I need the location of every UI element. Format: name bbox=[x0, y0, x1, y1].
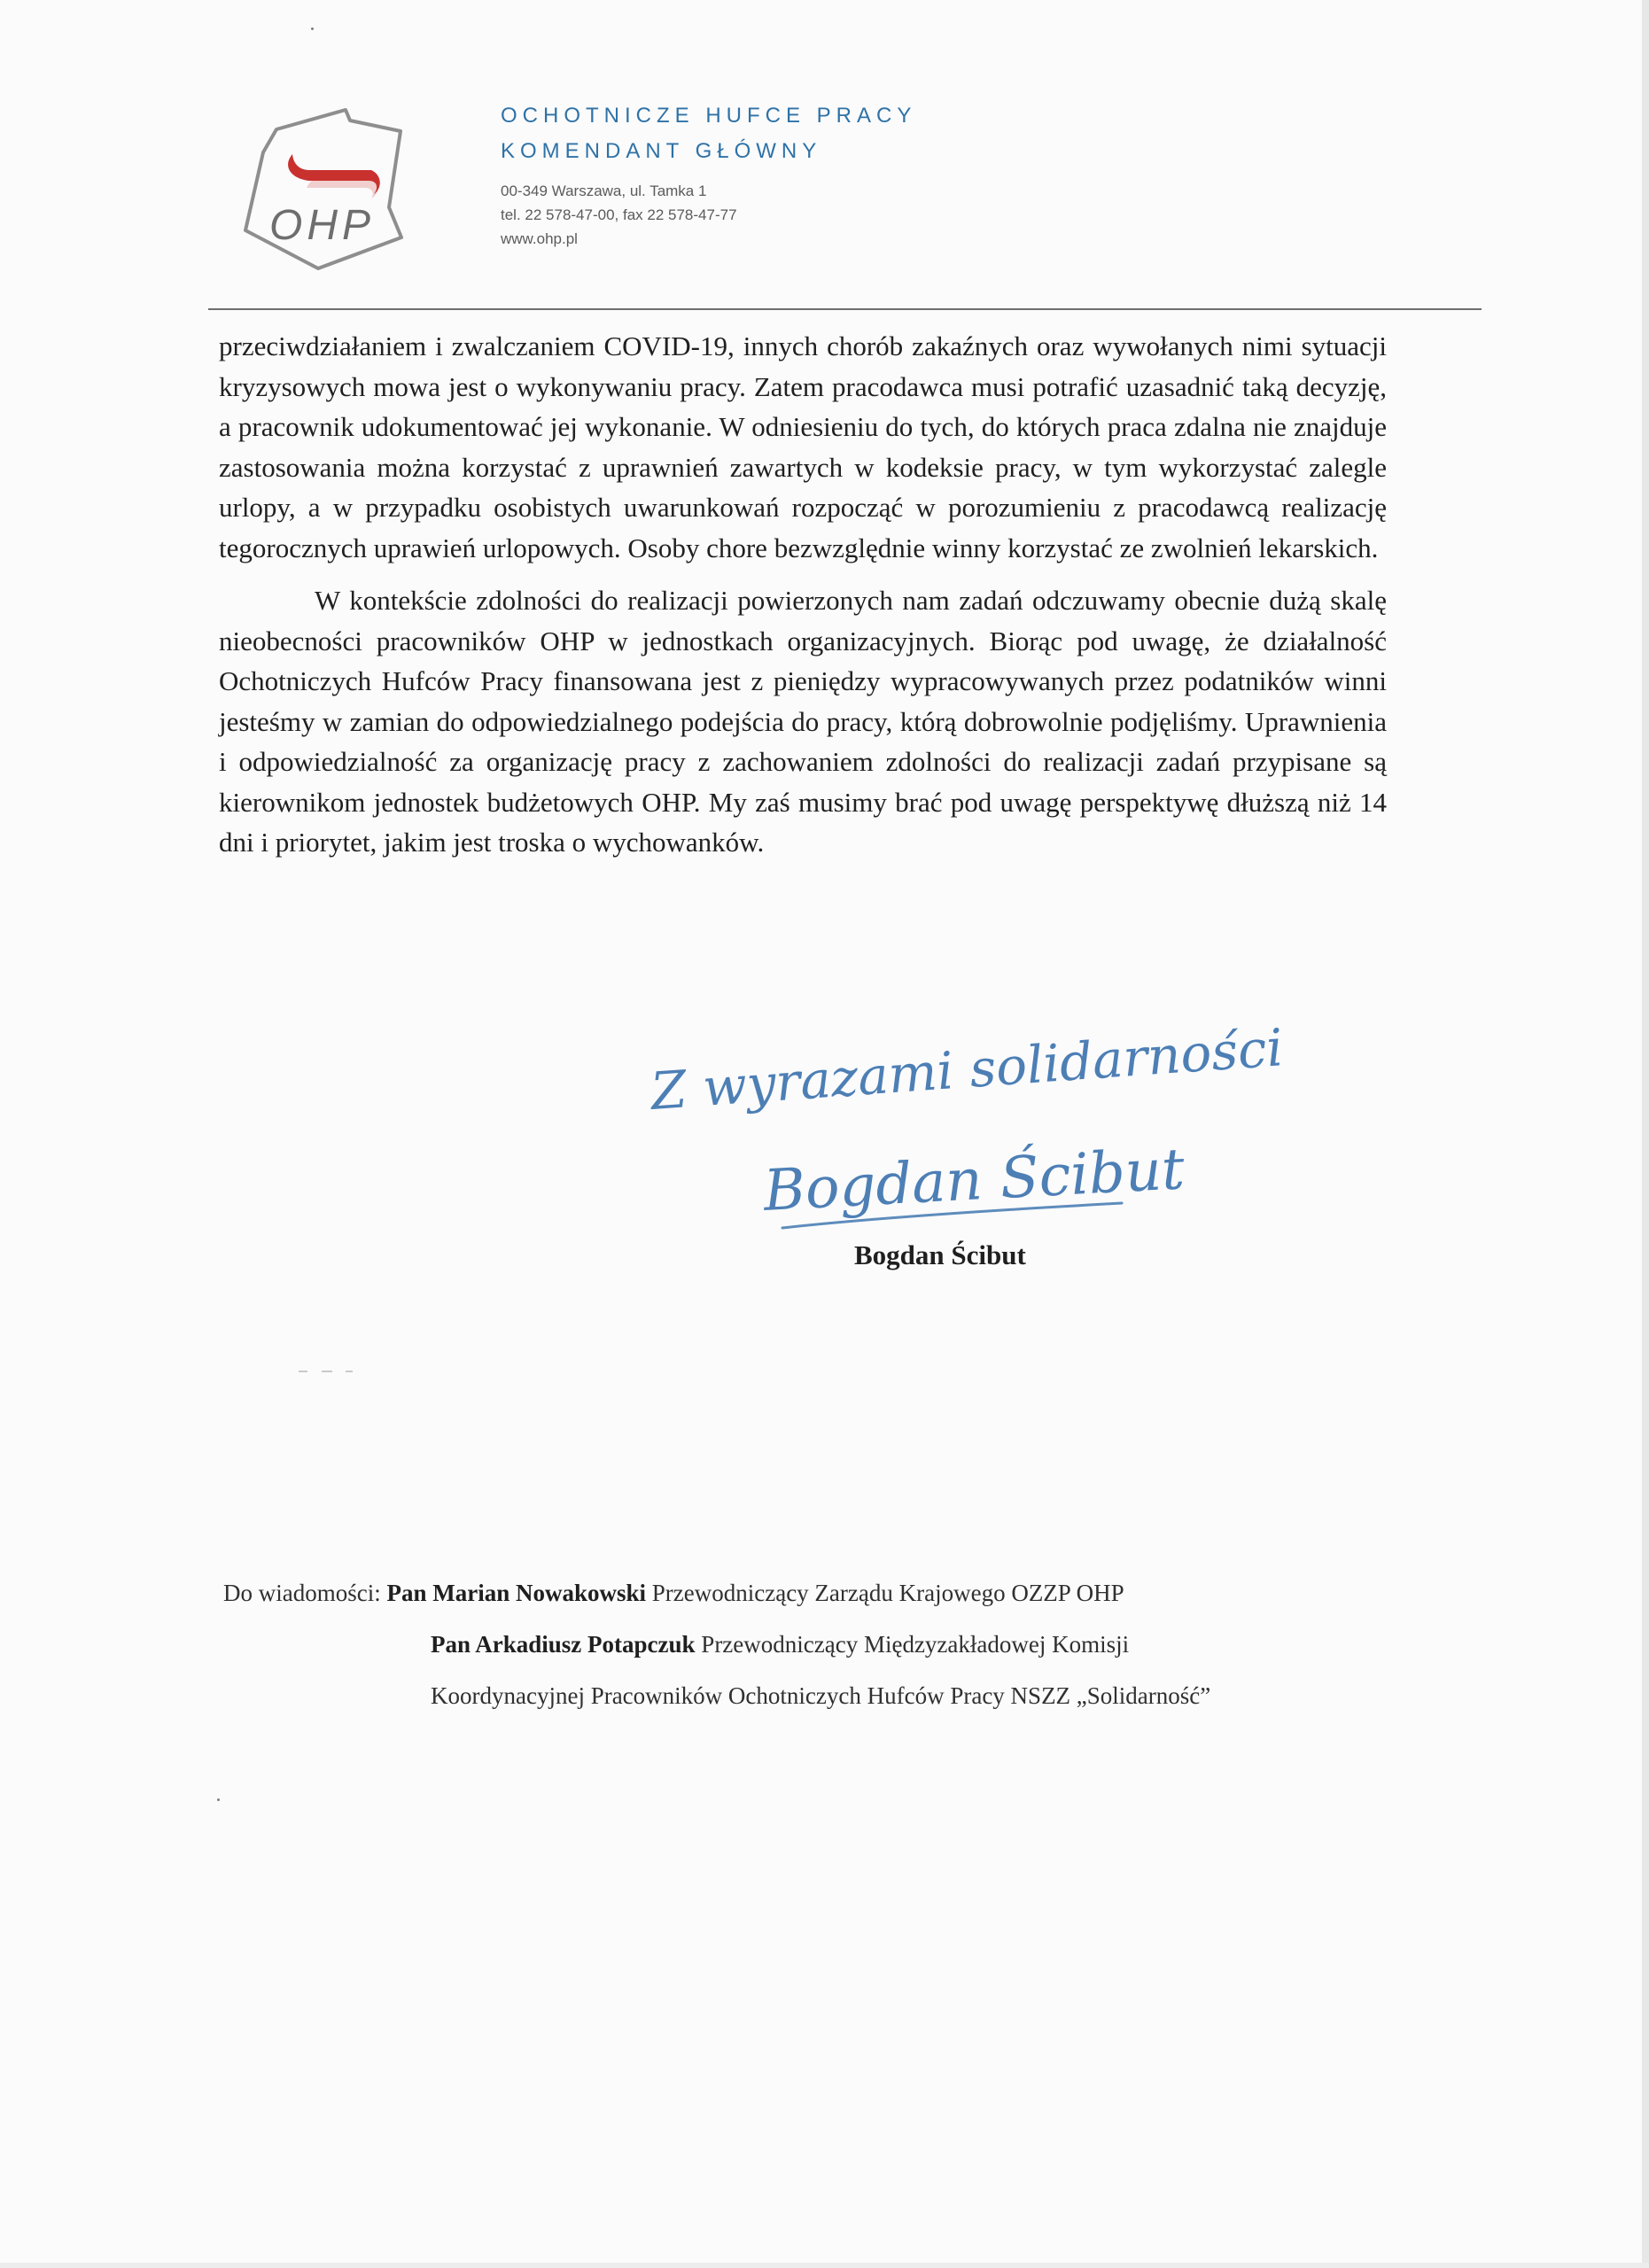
handwritten-signature bbox=[636, 1017, 1336, 1249]
recipient-1-name: Pan Marian Nowakowski bbox=[386, 1580, 647, 1606]
organization-contact: tel. 22 578-47-00, fax 22 578-47-77 bbox=[501, 206, 737, 223]
scan-edge-bottom bbox=[0, 2263, 1649, 2268]
paragraph-1: przeciwdziałaniem i zwalczaniem COVID-19, innych chorób zakaźnych oraz wywołanych nimi sytuacji kryzysowych mowa jest o wykonywaniu pracy. Zatem pracodawca musi potrafić uzasadnić taką decyzję, a pracownik udokumentować jej wykonanie. W odniesieniu do tych, do których praca zdalna nie znajduje zastosowania można korzystać z uprawnień zawartych w kodeksie pracy, w tym wykorzystać zalegle urlopy, a w przypadku osobistych uwarunkowań rozpocząć w porozumieniu z pracodawcą realizację tegorocznych uprawień urlopowych. Osoby chore bezwzględnie winny korzystać ze zwolnień lekarskich. bbox=[219, 330, 1387, 563]
ohp-logo-accent-shadow bbox=[307, 179, 378, 198]
distribution-label: Do wiadomości: bbox=[223, 1580, 381, 1606]
recipient-1-role: Przewodniczący Zarządu Krajowego OZZP OHP bbox=[651, 1580, 1124, 1606]
letter-body bbox=[219, 326, 1387, 863]
organization-position: KOMENDANT GŁÓWNY bbox=[501, 139, 822, 163]
recipient-2-name: Pan Arkadiusz Potapczuk bbox=[431, 1631, 696, 1658]
scan-dot bbox=[217, 1798, 220, 1801]
dash-mark bbox=[322, 1371, 332, 1372]
distribution-line-2 bbox=[431, 1628, 1129, 1660]
dash-mark bbox=[299, 1371, 307, 1372]
paragraph-2: W kontekście zdolności do realizacji powierzonych nam zadań odczuwamy obecnie dużą skalę nieobecności pracowników OHP w jednostkach organizacyjnych. Biorąc pod uwagę, że działalność Ochotniczych Hufców Pracy finansowana jest z pieniędzy wypracowywanych przez podatników winni jesteśmy w zamian do odpowiedzialnego podejścia do pracy, którą dobrowolnie podjęliśmy. Uprawnienia i odpowiedzialność za organizację pracy z zachowaniem zdolności do realizacji zadań przypisane są kierownikom jednostek budżetowych OHP. My zaś musimy brać pod uwagę perspektywę dłuższą niż 14 dni i priorytet, jakim jest troska o wychowanków. bbox=[219, 585, 1387, 858]
distribution-line-3 bbox=[431, 1680, 1210, 1712]
header-divider bbox=[208, 308, 1482, 310]
ohp-logo-accent bbox=[288, 154, 380, 194]
organization-address: 00-349 Warszawa, ul. Tamka 1 bbox=[501, 183, 707, 199]
scan-edge-right bbox=[1642, 0, 1649, 2268]
dash-mark bbox=[346, 1371, 353, 1372]
scan-dot bbox=[311, 27, 314, 30]
recipient-2-role-line-1: Przewodniczący Międzyzakładowej Komisji bbox=[701, 1631, 1130, 1658]
scan-dash-marks bbox=[299, 1371, 362, 1376]
organization-name: OCHOTNICZE HUFCE PRACY bbox=[501, 104, 917, 128]
handwritten-signature-name: Bogdan Ścibut bbox=[761, 1137, 1186, 1224]
ohp-logo bbox=[232, 97, 414, 279]
distribution-line-1 bbox=[223, 1577, 1124, 1609]
handwritten-note: Z wyrazami solidarności bbox=[649, 1017, 1286, 1122]
recipient-2-role-line-2: Koordynacyjnej Pracowników Ochotniczych Hufców Pracy NSZZ „Solidarność” bbox=[431, 1682, 1211, 1709]
organization-website: www.ohp.pl bbox=[501, 230, 578, 247]
letterhead bbox=[501, 101, 1121, 251]
ohp-logo-text: OHP bbox=[269, 202, 376, 249]
signatory-name: Bogdan Ścibut bbox=[854, 1239, 1026, 1270]
